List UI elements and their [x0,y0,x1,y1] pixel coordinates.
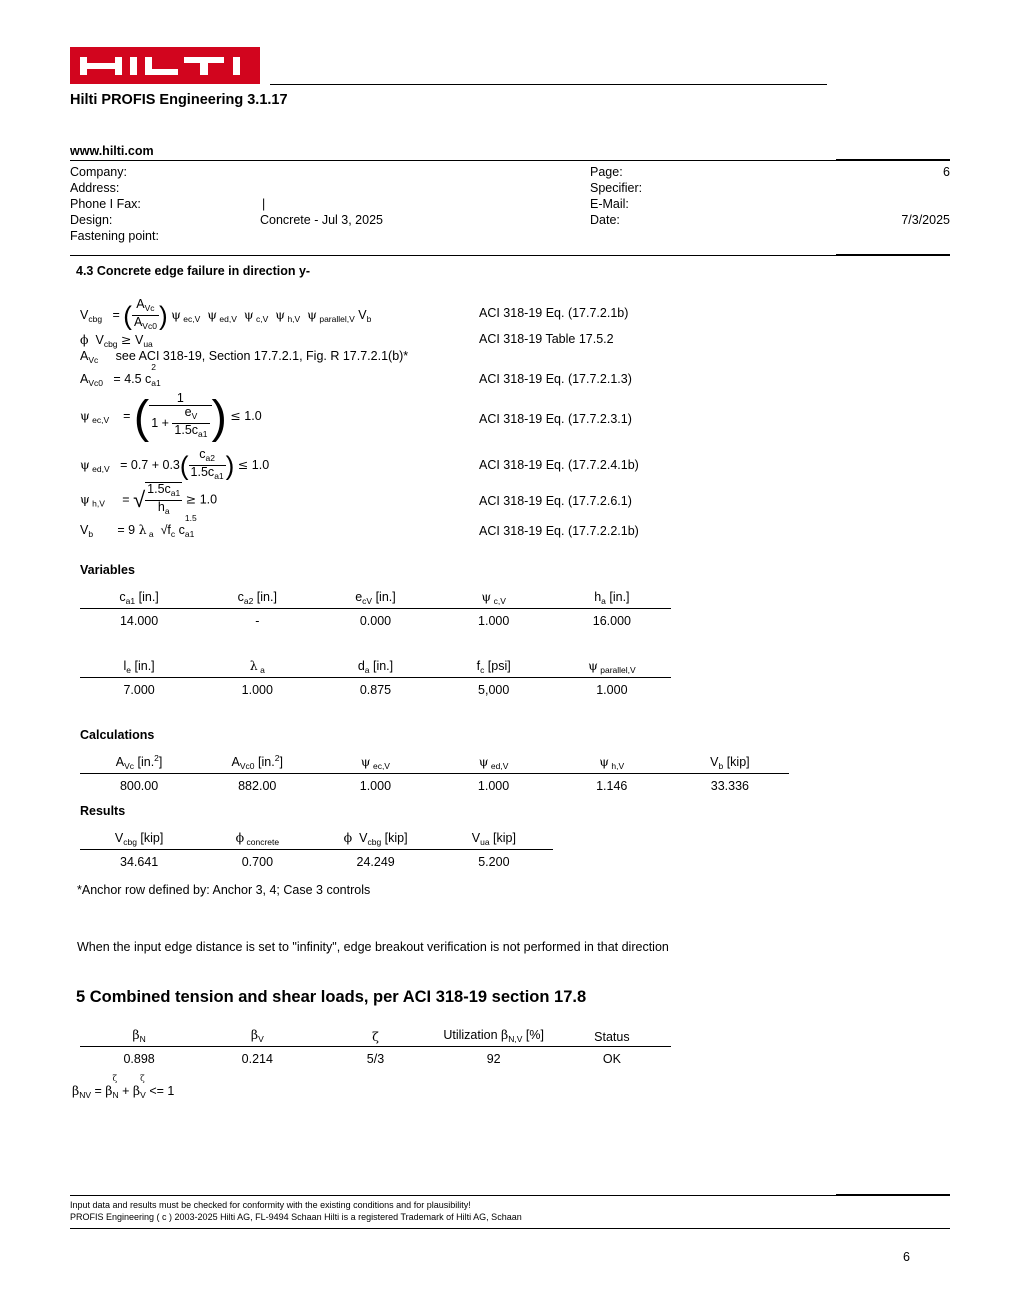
variables-table-1 [80,585,671,630]
reference-eq-17-7-2-3-1: ACI 318-19 Eq. (17.7.2.3.1) [479,412,632,426]
footer-page-number: 6 [903,1250,910,1264]
infinity-note: When the input edge distance is set to "infinity", edge breakout verification is not performed in that direction [77,940,669,954]
address-label: Address: [70,181,120,195]
col-header-ecv: $e_{cV}$ [in.] [316,585,434,609]
col-header-le: $l_e$ [in.] [80,654,198,678]
reference-table-17-5-2: ACI 318-19 Table 17.5.2 [479,332,614,346]
col-header-psi-cv: ψ $_{c,V}$ [435,585,553,609]
table-cell: 0.214 [241,1051,273,1066]
page-value: 6 [943,165,950,179]
table-cell: 24.249 [356,854,395,869]
calculations-heading: Calculations [80,728,155,742]
equation-psi-hv: ψ $_{h,V}$ = √ $\frac{1.5c_{a1}}{h_a}$ ≥ 1.0 [80,482,218,516]
app-title: Hilti PROFIS Engineering 3.1.17 [70,92,288,108]
col-header-ca1: $c_{a1}$ [in.] [80,585,198,609]
company-label: Company: [70,165,127,179]
table-cell: 1.000 [359,778,392,793]
table-cell: - [255,613,260,628]
table-cell: 14.000 [119,613,159,628]
col-header-psi-hv: ψ $_{h,V}$ [553,750,671,774]
website-link: www.hilti.com [70,144,154,158]
info-bottom-rule [70,255,950,256]
table-cell: 1.000 [241,682,273,697]
footer-copyright: PROFIS Engineering ( c ) 2003-2025 Hilti AG, FL-9494 Schaan Hilti is a registered Trademark of Hilti AG, Schaan [70,1212,522,1222]
design-label: Design: [70,213,113,227]
fastening-label: Fastening point: [70,229,159,243]
variables-table-2 [80,654,671,699]
design-value: Concrete - Jul 3, 2025 [260,213,383,227]
col-header-utilization: Utilization $\beta_{N,V}$ [%] [435,1023,553,1047]
table-cell: 33.336 [710,778,749,793]
results-table [80,826,553,871]
equation-psi-ecv: ψ $_{ec,V}$ = ( 1 1 + $\frac{e_V}{1.5c_{a1}}$ ) ≤ 1.0 [80,390,262,443]
equation-phi-vcbg: ϕ $V_{cbg} \ge V_{ua}$ [80,332,153,349]
col-header-psi-ecv: ψ $_{ec,V}$ [316,750,434,774]
table-cell: 5/3 [366,1051,385,1066]
table-cell: 1.146 [596,778,628,793]
reference-eq-17-7-2-4-1b: ACI 318-19 Eq. (17.7.2.4.1b) [479,458,639,472]
page-label: Page: [590,165,623,179]
equation-avc: $A_{Vc}$ see ACI 318-19, Section 17.7.2.1, Fig. R 17.7.2.1(b)* [80,349,409,365]
date-label: Date: [590,213,620,227]
calculations-table [80,750,789,795]
info-top-rule-accent [836,159,950,161]
col-header-psi-edv: ψ $_{ed,V}$ [434,750,552,774]
col-header-fc: $f_c$ [psi] [435,654,553,678]
specifier-label: Specifier: [590,181,643,195]
footer-top-rule-accent [836,1194,950,1196]
equation-vcbg: $V_{cbg}$ = ( $\frac{A_{Vc}}{A_{Vc0}}$ ) ψ $_{ec,V}$ ψ $_{ed,V}$ ψ $_{c,V}$ ψ $_{h,V}$ ψ $_{parallel,V}$ $V_b$ [80,297,372,331]
table-cell: 7.000 [123,682,155,697]
col-header-phi-concrete: ϕ $_{concrete}$ [198,826,316,850]
col-header-ha: $h_a$ [in.] [553,585,671,609]
anchor-row-footnote: *Anchor row defined by: Anchor 3, 4; Case 3 controls [77,883,371,897]
results-heading: Results [80,804,126,818]
col-header-ca2: $c_{a2}$ [in.] [198,585,316,609]
variables-heading: Variables [80,563,135,577]
header-rule [270,84,827,85]
equation-vb: $V_b$ = 9 λ $_a$ $√f_c$ c 1.5 $_{a1}$ [80,513,197,539]
col-header-vua: $V_{ua}$ [kip] [435,826,553,850]
table-cell: 800.00 [119,778,159,793]
table-cell: 1.000 [596,682,628,697]
hilti-logo [70,47,260,84]
table-cell: 0.875 [359,682,392,697]
col-header-phi-vcbg: ϕ $V_{cbg}$ [kip] [317,826,435,850]
col-header-avc0: $A_{Vc0}$ [in.$^2$] [198,750,316,774]
info-top-rule [70,160,950,161]
reference-eq-17-7-2-2-1b: ACI 318-19 Eq. (17.7.2.2.1b) [479,524,639,538]
email-label: E-Mail: [590,197,629,211]
status-cell: OK [602,1051,621,1066]
table-cell: 0.700 [241,854,274,869]
table-cell: 16.000 [592,613,631,628]
table-cell: 1.000 [478,613,510,628]
equation-avc0: $A_{Vc0} = 4.5$ c 2 $_{a1}$ [80,362,161,388]
col-header-psi-parallel: ψ $_{parallel,V}$ [553,654,671,678]
col-header-vb: $V_b$ [kip] [671,750,789,774]
reference-eq-17-7-2-1-3: ACI 318-19 Eq. (17.7.2.1.3) [479,372,632,386]
reference-eq-17-7-2-1b: ACI 318-19 Eq. (17.7.2.1b) [479,306,629,320]
combined-loads-table [80,1023,671,1068]
table-cell: 1.000 [477,778,510,793]
footer-disclaimer: Input data and results must be checked for conformity with the existing conditions and for plausibility! [70,1200,471,1210]
footer-bottom-rule [70,1228,950,1229]
interaction-formula: $\beta_{NV} = \beta$ ζ $_N$ + β ζ $_V$ <= 1 [72,1074,175,1100]
col-header-beta-v: $\beta_V$ [198,1023,316,1047]
col-header-zeta: ζ [316,1023,434,1047]
col-header-status: Status [553,1023,671,1047]
col-header-vcbg: $V_{cbg}$ [kip] [80,826,198,850]
table-cell: 5.200 [478,854,510,869]
reference-eq-17-7-2-6-1: ACI 318-19 Eq. (17.7.2.6.1) [479,494,632,508]
col-header-da: $d_a$ [in.] [316,654,434,678]
table-cell: 34.641 [120,854,159,869]
footer-top-rule [70,1195,950,1196]
utilization-label: Utilization [443,1028,498,1042]
section-43-title: 4.3 Concrete edge failure in direction y- [76,264,311,278]
phone-value: | [262,197,266,211]
phone-label: Phone I Fax: [70,197,141,211]
formula-limit: <= 1 [149,1084,175,1098]
col-header-beta-n: $\beta_N$ [80,1023,198,1047]
info-bottom-rule-accent [836,254,950,256]
table-cell: 92 [486,1051,501,1066]
date-value: 7/3/2025 [901,213,950,227]
table-cell: 882.00 [238,778,277,793]
table-cell: 0.000 [359,613,392,628]
table-cell: 5,000 [478,682,510,697]
table-cell: 0.898 [123,1051,155,1066]
avc-description: see ACI 318-19, Section 17.7.2.1, Fig. R 17.7.2.1(b)* [115,349,409,363]
equation-psi-edv: ψ $_{ed,V}$ = 0.7 + 0.3( $\frac{c_{a2}}{1.5c_{a1}}$ ) ≤ 1.0 [80,447,270,481]
col-header-lambda-a: λ $_a$ [198,654,316,678]
col-header-avc: $A_{Vc}$ [in.$^2$] [80,750,198,774]
section-5-title: 5 Combined tension and shear loads, per ACI 318-19 section 17.8 [76,988,587,1006]
